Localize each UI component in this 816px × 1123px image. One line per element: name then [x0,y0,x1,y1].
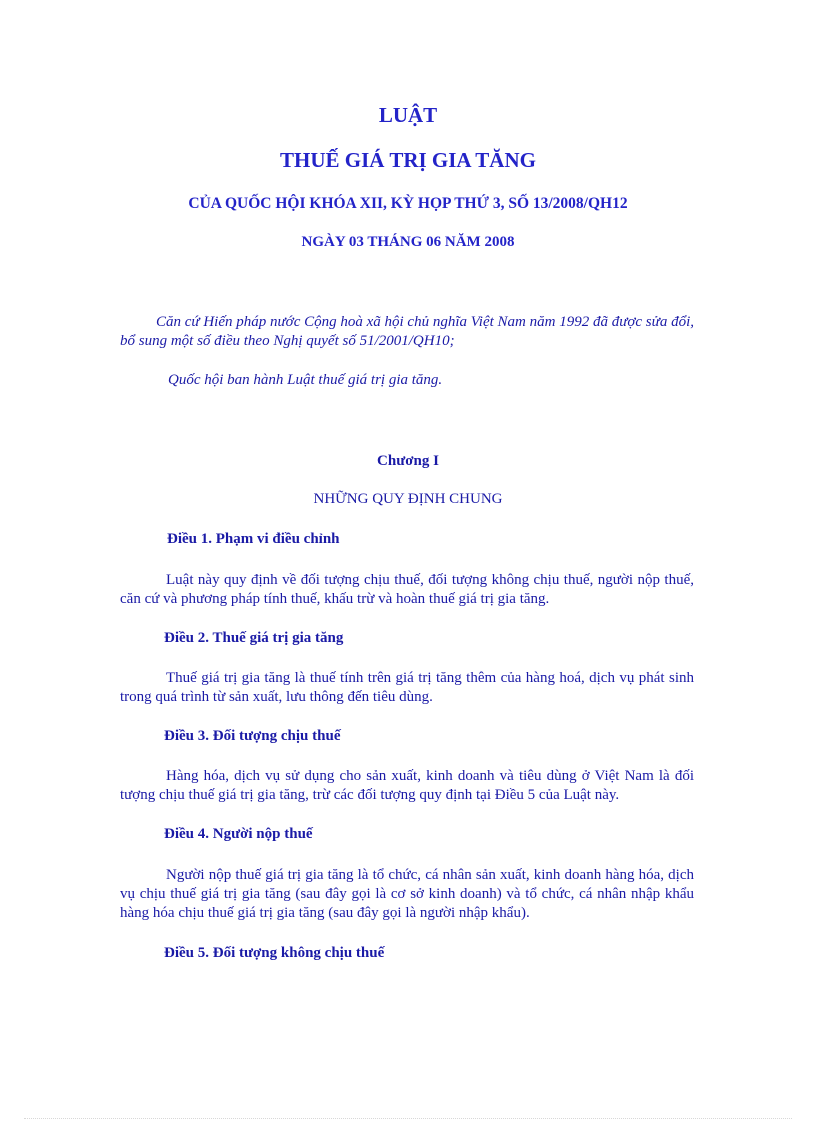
chapter-title: NHỮNG QUY ĐỊNH CHUNG [313,491,503,507]
page-bottom-divider [24,1118,792,1119]
article-4-body: Người nộp thuế giá trị gia tăng là tổ chức, cá nhân sản xuất, kinh doanh hàng hóa, dịch vụ chịu thuế giá trị gia tăng (sau đây gọi là cơ sở kinh doanh) và tổ chức, cá nhân nhập khẩu hàng hóa chịu thuế giá trị gia tăng (sau đây gọi là người nhập khẩu). [120,867,694,921]
article-3-body: Hàng hóa, dịch vụ sử dụng cho sản xuất, kinh doanh và tiêu dùng ở Việt Nam là đối tượng chịu thuế giá trị gia tăng, trừ các đối tượng quy định tại Điều 5 của Luật này. [120,768,694,803]
article-1-body: Luật này quy định về đối tượng chịu thuế, đối tượng không chịu thuế, người nộp thuế, căn cứ và phương pháp tính thuế, khấu trừ và hoàn thuế giá trị gia tăng. [120,572,694,607]
law-subtitle: THUẾ GIÁ TRỊ GIA TĂNG [280,148,536,172]
article-5-heading: Điều 5. Đối tượng không chịu thuế [164,945,385,961]
preamble-basis: Căn cứ Hiến pháp nước Cộng hoà xã hội chủ nghĩa Việt Nam năm 1992 đã được sửa đổi, bổ sung một số điều theo Nghị quyết số 51/2001/QH10; [120,314,694,349]
preamble-enactment: Quốc hội ban hành Luật thuế giá trị gia tăng. [168,372,443,388]
article-2-heading: Điều 2. Thuế giá trị gia tăng [164,630,344,646]
law-title: LUẬT [378,103,438,127]
article-4-heading: Điều 4. Người nộp thuế [164,826,313,842]
article-3-heading: Điều 3. Đối tượng chịu thuế [164,728,341,744]
chapter-number: Chương I [377,453,439,469]
article-1-heading: Điều 1. Phạm vi điều chỉnh [167,531,340,547]
article-2-body: Thuế giá trị gia tăng là thuế tính trên giá trị tăng thêm của hàng hoá, dịch vụ phát sinh trong quá trình từ sản xuất, lưu thông đến tiêu dùng. [120,670,694,705]
law-date: NGÀY 03 THÁNG 06 NĂM 2008 [301,234,515,250]
law-issuer: CỦA QUỐC HỘI KHÓA XII, KỲ HỌP THỨ 3, SỐ 13/2008/QH12 [188,195,628,212]
